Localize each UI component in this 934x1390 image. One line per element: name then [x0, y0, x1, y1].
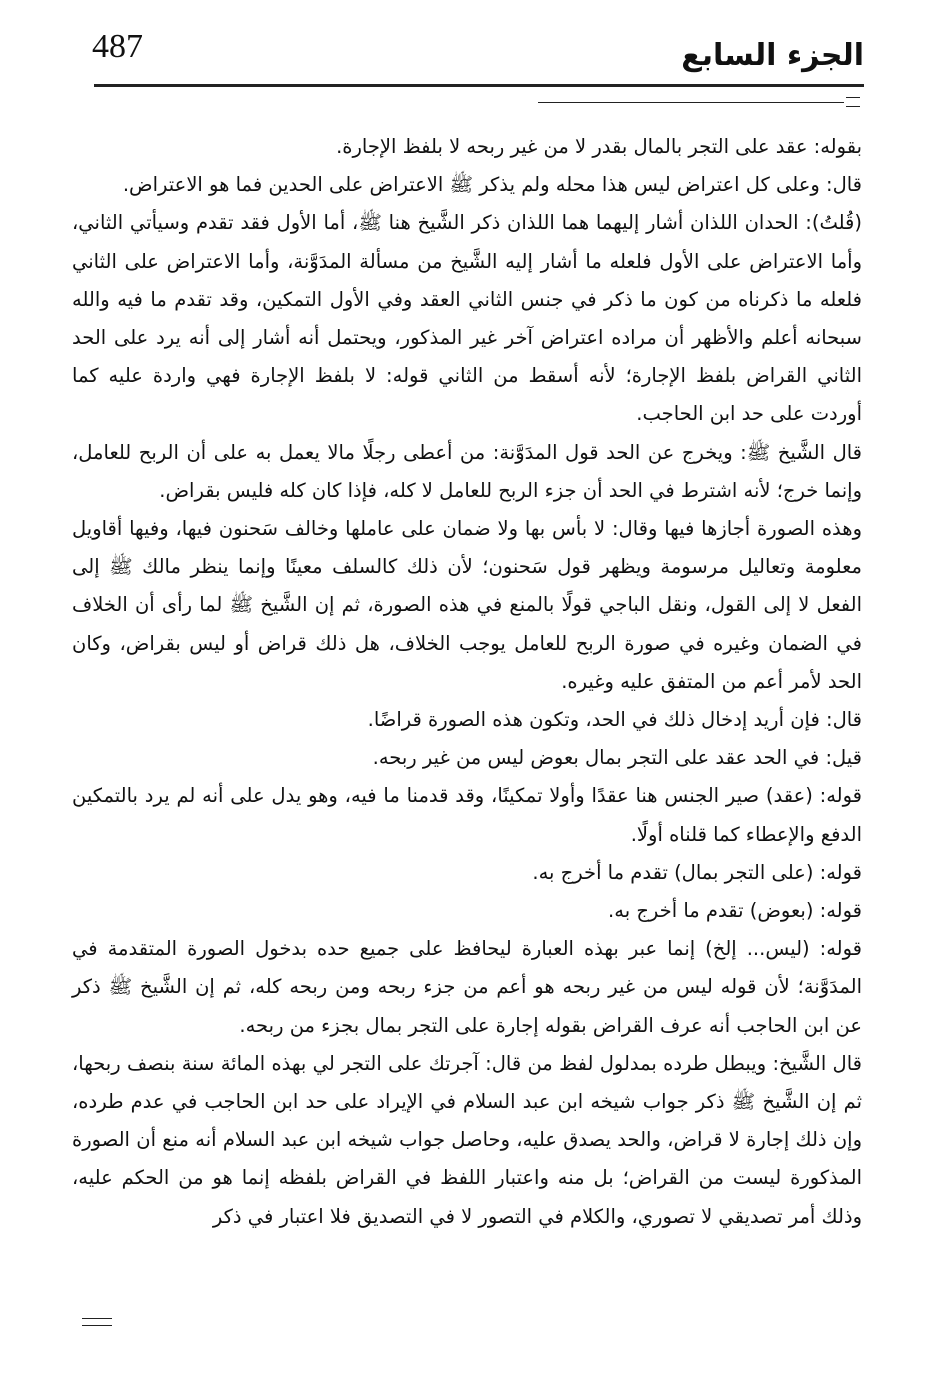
- paragraph: قوله: (على التجر بمال) تقدم ما أخرج به.: [532, 860, 862, 884]
- header-double-dash: [846, 97, 860, 107]
- paragraph: وهذه الصورة أجازها فيها وقال: لا بأس بها ولا ضمان على عاملها وخالف سَحنون فيها، وفيها أقاويل معلومة وتعاليل مرسومة ويظهر قول سَحنون؛ لأن ذلك كالسلف معينًا وإنما ينظر مالك ﷺ إلى الفعل لا إلى القول، ونقل الباجي قولًا بالمنع في هذه الصورة، ثم إن الشَّيخ ﷺ لما رأى أن الخلاف في الضمان وغيره في صورة الربح للعامل يوجب الخلاف، هل ذلك قراض أو ليس بقراض، وكان الحد لأمر أعم من المتفق عليه وغيره.: [72, 517, 862, 693]
- paragraph: قال: فإن أريد إدخال ذلك في الحد، وتكون هذه الصورة قراضًا.: [367, 708, 862, 732]
- paragraph: قال: وعلى كل اعتراض ليس هذا محله ولم يذكر ﷺ الاعتراض على الحدين فما هو الاعتراض.: [122, 173, 862, 197]
- paragraph: قوله: (ليس... إلخ) إنما عبر بهذه العبارة ليحافظ على جميع حده بدخول الصورة المتقدمة في المدَوَّنة؛ لأن قوله ليس من غير ربحه هو أعم من جزء ربحه ومن ربحه كله، ثم إن الشَّيخ ﷺ ذكر عن ابن الحاجب أنه عرف القراض بقوله إجارة على التجر بمال بجزء من ربحه.: [72, 937, 862, 1037]
- paragraph: قوله: (عقد) صير الجنس هنا عقدًا وأولا تمكينًا، وقد قدمنا ما فيه، وهو يدل على أنه لم يرد بالتمكين الدفع والإعطاء كما قلناه أولًا.: [72, 784, 862, 846]
- chapter-title: الجزء السابع: [681, 38, 864, 73]
- paragraph: قال الشَّيخ: ويبطل طرده بمدلول لفظ من قال: آجرتك على التجر لي بهذه المائة سنة بنصف ربحها، ثم إن الشَّيخ ﷺ ذكر جواب شيخه ابن عبد السلام في الإيراد على حد ابن الحاجب في عدم طرده، وإن ذلك إجارة لا قراض، والحد يصدق عليه، وحاصل جواب شيخه ابن عبد السلام أنه منع أن الصورة المذكورة ليست من القراض؛ بل منه واعتبار اللفظ في القراض بلفظه إنما هو من الحكم عليه، وذلك أمر تصديقي لا تصوري، والكلام في التصور لا في التصديق فلا اعتبار في ذكر: [72, 1051, 862, 1228]
- paragraph: (قُلتُ): الحدان اللذان أشار إليهما هما اللذان ذكر الشَّيخ هنا ﷺ، أما الأول فقد تقدم وسيأتي الثاني، وأما الاعتراض على الأول فلعله ما أشار إليه الشَّيخ من مسألة المدَوَّنة، وأما الاعتراض على الثاني فلعله ما ذكرناه من كون ما ذكر في جنس الثاني العقد وفي الأول التمكين، وقد تقدم ما فيه والله سبحانه أعلم والأظهر أن مراده اعتراض آخر غير المذكور، ويحتمل أنه أشار إلى أنه يرد على الحد الثاني القراض بلفظ الإجارة؛ لأنه أسقط من الثاني قوله: لا بلفظ الإجارة فهي واردة عليه كما أوردت على حد ابن الحاجب.: [72, 211, 862, 426]
- continuation-mark: [82, 1318, 112, 1326]
- paragraph: قال الشَّيخ ﷺ: ويخرج عن الحد قول المدَوَّنة: من أعطى رجلًا مالا يعمل به على أن الربح للعامل، وإنما خرج؛ لأنه اشترط في الحد أن جزء الربح للعامل لا كله، فإذا كان كله فليس بقراض.: [72, 440, 862, 502]
- header-rule: [94, 84, 864, 87]
- paragraph: بقوله: عقد على التجر بالمال بقدر لا من غير ربحه لا بلفظ الإجارة.: [336, 135, 862, 158]
- paragraph: قيل: في الحد عقد على التجر بمال بعوض ليس من غير ربحه.: [372, 746, 862, 770]
- header-sub-rule: [538, 102, 844, 103]
- paragraph: قوله: (بعوض) تقدم ما أخرج به.: [608, 899, 862, 923]
- body-text: [72, 128, 862, 1236]
- page-number: 487: [92, 28, 143, 65]
